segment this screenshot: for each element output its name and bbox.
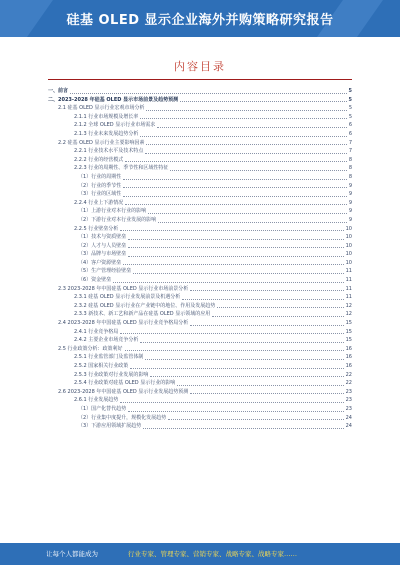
toc-entry-label: （2）行业集中度提升，规模化发展趋势: [78, 414, 167, 421]
toc-entry[interactable]: [48, 285, 352, 294]
toc-entry-page: 11: [345, 268, 352, 275]
toc-leader-dots: [182, 299, 343, 300]
toc-leader-dots: [128, 256, 343, 257]
toc-entry-label: 2.5.3 行业政策对行业发展的影响: [74, 371, 149, 378]
toc-entry-label: 2.1.3 行业未来发展趋势分析: [74, 130, 139, 137]
toc-leader-dots: [145, 153, 346, 154]
toc-entry-page: 5: [348, 113, 352, 120]
toc-entry-page: 22: [345, 380, 352, 387]
toc-entry-page: 9: [348, 208, 352, 215]
toc-leader-dots: [125, 350, 344, 351]
toc-entry[interactable]: [48, 345, 352, 354]
toc-entry-page: 23: [345, 397, 352, 404]
toc-entry-page: 6: [348, 122, 352, 129]
toc-entry-page: 24: [345, 414, 352, 421]
table-of-contents: [48, 87, 352, 431]
toc-entry-label: （3）行业的区域性: [78, 191, 122, 198]
toc-leader-dots: [180, 101, 346, 102]
toc-leader-dots: [128, 411, 343, 412]
toc-leader-dots: [70, 93, 347, 94]
toc-entry[interactable]: [48, 147, 352, 156]
toc-entry[interactable]: [48, 328, 352, 337]
toc-leader-dots: [146, 110, 346, 111]
toc-entry[interactable]: [48, 233, 352, 242]
toc-entry-page: 23: [345, 388, 352, 395]
toc-entry[interactable]: [48, 225, 352, 234]
toc-entry-label: 2.3 2023-2028 年中国硅基 OLED 显示行业市场前景分析: [58, 285, 189, 292]
toc-entry[interactable]: [48, 207, 352, 216]
toc-leader-dots: [120, 333, 343, 334]
toc-entry-page: 11: [345, 294, 352, 301]
toc-entry[interactable]: [48, 362, 352, 371]
toc-entry-label: （2）人才与人员壁垒: [78, 242, 127, 249]
toc-entry[interactable]: [48, 259, 352, 268]
toc-leader-dots: [133, 273, 343, 274]
toc-entry[interactable]: [48, 104, 352, 113]
toc-entry[interactable]: [48, 336, 352, 345]
toc-entry[interactable]: [48, 379, 352, 388]
toc-entry-label: （1）国产化替代趋势: [78, 405, 127, 412]
toc-entry-page: 16: [345, 363, 352, 369]
toc-entry[interactable]: [48, 190, 352, 199]
toc-entry-label: （6）资金壁垒: [78, 277, 112, 284]
toc-entry-page: 9: [348, 216, 352, 223]
toc-entry-label: 2.4.2 主要企业市场竞争分析: [74, 337, 139, 344]
toc-entry-label: 2.2.4 行业上下游情况: [74, 199, 124, 206]
toc-entry-label: 二、2023-2028 年硅基 OLED 显示市场前景及趋势预测: [48, 96, 179, 103]
toc-leader-dots: [140, 136, 346, 137]
toc-entry-label: 2.5 行业政策分析：政策利好: [58, 345, 123, 352]
toc-entry[interactable]: [48, 319, 352, 328]
toc-leader-dots: [123, 187, 347, 188]
toc-entry-page: 10: [345, 225, 352, 232]
toc-entry-page: 16: [345, 345, 352, 352]
toc-leader-dots: [212, 316, 343, 317]
toc-entry-label: （1）技术与资质壁垒: [78, 234, 127, 241]
toc-entry-label: 2.2.3 行业的周期性、季节性和区域性特征: [74, 165, 169, 172]
toc-entry[interactable]: [48, 388, 352, 397]
toc-heading: 内容目录: [174, 60, 226, 73]
toc-leader-dots: [140, 118, 346, 119]
toc-entry[interactable]: [48, 422, 352, 431]
toc-entry[interactable]: [48, 302, 352, 311]
toc-leader-dots: [125, 204, 347, 205]
toc-entry-page: 5: [348, 88, 352, 94]
toc-entry[interactable]: [48, 242, 352, 251]
toc-entry-page: 9: [348, 199, 352, 206]
footer-slogan: 让每个人都能成为: [46, 550, 98, 558]
toc-leader-dots: [120, 402, 343, 403]
toc-entry-page: 11: [345, 285, 352, 292]
toc-entry[interactable]: [48, 87, 352, 96]
toc-entry-label: （2）行业的季节性: [78, 182, 122, 189]
toc-entry-label: 2.1 硅基 OLED 显示行业宏观市场分析: [58, 105, 145, 112]
toc-entry-page: 11: [345, 277, 352, 284]
toc-entry-page: 12: [345, 311, 352, 318]
toc-entry-label: （5）生产管理经验壁垒: [78, 268, 132, 275]
toc-entry[interactable]: [48, 121, 352, 130]
toc-entry[interactable]: [48, 156, 352, 165]
toc-entry-page: 15: [345, 328, 352, 335]
toc-entry-label: 2.2 硅基 OLED 显示行业主要影响因素: [58, 139, 145, 146]
toc-leader-dots: [217, 307, 343, 308]
toc-entry[interactable]: [48, 396, 352, 405]
footer-services: 行业专家、管理专家、营销专家、战略专家、战略专家……: [128, 550, 297, 558]
toc-entry-page: 22: [345, 371, 352, 378]
toc-entry[interactable]: [48, 113, 352, 122]
toc-entry-label: 2.3.3 新技术、新工艺和新产品在硅基 OLED 显示领域的应用: [74, 311, 211, 318]
toc-entry-page: 7: [348, 148, 352, 155]
toc-entry-page: 15: [345, 320, 352, 327]
toc-entry-label: 2.5.4 行业政策对硅基 OLED 显示行业的影响: [74, 380, 176, 387]
toc-leader-dots: [190, 325, 343, 326]
toc-leader-dots: [120, 230, 343, 231]
toc-entry[interactable]: [48, 130, 352, 139]
toc-leader-dots: [140, 342, 343, 343]
header-banner: [0, 0, 400, 37]
toc-entry-label: 2.1.2 全球 OLED 显示行业市场需求: [74, 122, 156, 129]
toc-leader-dots: [146, 144, 346, 145]
toc-entry[interactable]: [48, 414, 352, 423]
toc-entry[interactable]: [48, 267, 352, 276]
toc-entry[interactable]: [48, 173, 352, 182]
toc-leader-dots: [168, 419, 343, 420]
toc-entry-page: 7: [348, 139, 352, 146]
toc-entry-page: 10: [345, 251, 352, 258]
report-title: 硅基 OLED 显示企业海外并购策略研究报告: [66, 13, 334, 28]
toc-leader-dots: [158, 222, 347, 223]
toc-entry-page: 10: [345, 259, 352, 266]
toc-entry[interactable]: [48, 310, 352, 319]
toc-entry-label: 2.4 2023-2028 年中国硅基 OLED 显示行业竞争格局分析: [58, 320, 189, 327]
toc-entry-label: 一、前言: [48, 88, 69, 94]
toc-entry[interactable]: [48, 293, 352, 302]
toc-entry-label: 2.2.1 行业技术水平及技术特点: [74, 148, 144, 155]
toc-entry-label: （2）下游行业对本行业发展的影响: [78, 216, 157, 223]
toc-leader-dots: [145, 359, 343, 360]
toc-leader-dots: [128, 239, 343, 240]
toc-entry-label: 2.6 2023-2028 年中国硅基 OLED 显示行业发展趋势预测: [58, 388, 189, 395]
toc-entry[interactable]: [48, 276, 352, 285]
toc-entry[interactable]: [48, 182, 352, 191]
toc-leader-dots: [170, 170, 346, 171]
toc-entry-page: 23: [345, 405, 352, 412]
toc-entry[interactable]: [48, 371, 352, 380]
toc-entry-label: 2.2.5 行业壁垒分析: [74, 225, 119, 232]
toc-entry-label: （1）上游行业对本行业的影响: [78, 208, 147, 215]
toc-entry-page: 10: [345, 242, 352, 249]
footer-banner: [0, 543, 400, 565]
toc-entry[interactable]: [48, 405, 352, 414]
toc-entry-label: （1）行业的周期性: [78, 173, 122, 180]
toc-leader-dots: [113, 282, 343, 283]
toc-leader-dots: [177, 385, 343, 386]
toc-leader-dots: [143, 428, 343, 429]
toc-entry[interactable]: [48, 96, 352, 105]
toc-leader-dots: [123, 179, 347, 180]
toc-entry-label: 2.1.1 行业市场规模及增长率: [74, 113, 139, 120]
toc-divider: [48, 79, 352, 80]
toc-entry-page: 6: [348, 130, 352, 137]
toc-leader-dots: [190, 290, 343, 291]
toc-entry-page: 5: [348, 96, 352, 103]
toc-leader-dots: [125, 161, 347, 162]
toc-entry-page: 5: [348, 105, 352, 112]
toc-entry-label: 2.6.1 行业发展趋势: [74, 397, 119, 404]
toc-leader-dots: [130, 368, 343, 369]
toc-entry-page: 16: [345, 354, 352, 361]
toc-entry[interactable]: [48, 353, 352, 362]
toc-entry-page: 24: [345, 423, 352, 430]
toc-entry-page: 9: [348, 191, 352, 198]
toc-entry-page: 10: [345, 234, 352, 241]
toc-leader-dots: [123, 196, 347, 197]
toc-entry-label: （3）下游应用领域扩展趋势: [78, 423, 142, 430]
toc-entry-page: 9: [348, 182, 352, 189]
toc-entry[interactable]: [48, 139, 352, 148]
toc-entry-page: 12: [345, 302, 352, 309]
toc-leader-dots: [190, 393, 343, 394]
toc-entry-page: 8: [348, 156, 352, 163]
toc-leader-dots: [128, 247, 343, 248]
toc-entry-label: 2.3.1 硅基 OLED 显示行业发展前景及机遇分析: [74, 294, 181, 301]
toc-entry-page: 8: [348, 173, 352, 180]
toc-leader-dots: [157, 127, 347, 128]
toc-entry-label: 2.5.1 行业监管部门及监管体制: [74, 354, 144, 361]
toc-entry[interactable]: [48, 199, 352, 208]
toc-leader-dots: [148, 213, 347, 214]
toc-leader-dots: [123, 264, 343, 265]
toc-entry-page: 15: [345, 337, 352, 344]
toc-entry-label: （3）品牌与市场壁垒: [78, 251, 127, 258]
toc-entry-label: 2.4.1 行业竞争格局: [74, 328, 119, 335]
toc-entry-page: 8: [348, 165, 352, 172]
toc-entry-label: 2.2.2 行业的经营模式: [74, 156, 124, 163]
toc-entry-label: （4）客户资源壁垒: [78, 259, 122, 266]
toc-entry[interactable]: [48, 164, 352, 173]
toc-entry-label: 2.3.2 硅基 OLED 显示行业在产业链中的地位、作用及发展趋势: [74, 302, 216, 309]
toc-entry[interactable]: [48, 216, 352, 225]
toc-entry-label: 2.5.2 国家相关行业政策: [74, 363, 129, 369]
toc-entry[interactable]: [48, 250, 352, 259]
toc-leader-dots: [150, 376, 343, 377]
